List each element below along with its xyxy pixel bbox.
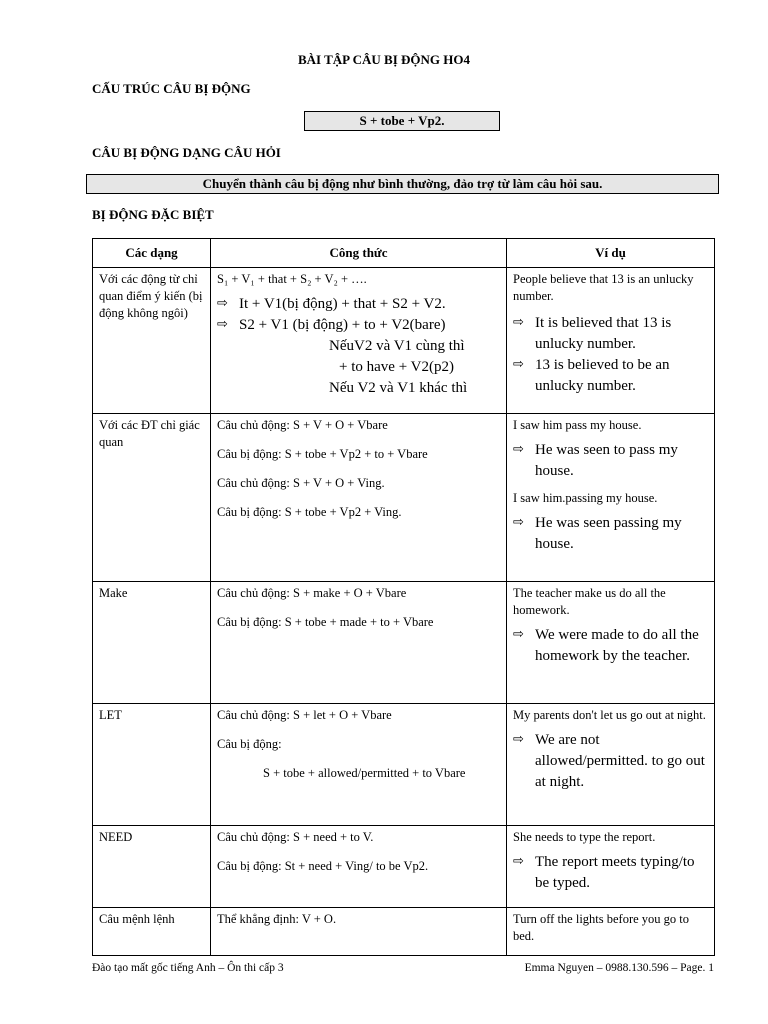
example-answer-text: We are not allowed/permitted. to go out at night.: [535, 731, 705, 790]
arrow-right-icon: ⇨: [513, 513, 524, 529]
arrow-right-icon: ⇨: [513, 440, 524, 456]
table-row: [93, 826, 715, 908]
header-formula: Công thức: [211, 239, 507, 268]
formula-line: Câu chủ động: S + need + to V.: [217, 830, 374, 844]
example-answer: [513, 313, 708, 355]
row-type: Câu mệnh lệnh: [93, 908, 211, 956]
example-sentence: I saw him.passing my house.: [513, 490, 658, 505]
arrow-right-icon: ⇨: [217, 294, 228, 310]
arrow-right-icon: ⇨: [217, 315, 228, 331]
header-example: Ví dụ: [507, 239, 715, 268]
row-formula: [211, 908, 507, 956]
example-sentence: The teacher make us do all the homework.: [513, 586, 666, 617]
formula-line: Câu chủ động: S + make + O + Vbare: [217, 586, 407, 600]
formula-line: Câu chủ động: S + V + O + Ving.: [217, 475, 385, 490]
table-row: [93, 414, 715, 582]
formula-line: Câu bị động: St + need + Ving/ to be Vp2.: [217, 858, 429, 873]
formula-line: Câu bị động: S + tobe + Vp2 + Ving.: [217, 504, 402, 519]
example-answer: [513, 625, 708, 667]
formula-line: Câu chủ động: S + let + O + Vbare: [217, 708, 392, 722]
example-answer-text: 13 is believed to be an unlucky number.: [535, 356, 670, 394]
row-type: Make: [93, 582, 211, 704]
row-formula: [211, 268, 507, 414]
example-answer-text: He was seen passing my house.: [535, 514, 682, 552]
table-row: [93, 704, 715, 826]
special-passive-table: [92, 238, 715, 956]
formula-line: Câu bị động: S + tobe + made + to + Vbare: [217, 614, 434, 629]
arrow-right-icon: ⇨: [513, 852, 524, 868]
example-answer: [513, 355, 708, 397]
arrow-right-icon: ⇨: [513, 313, 524, 329]
row-example: [507, 908, 715, 956]
section-heading-special: BỊ ĐỘNG ĐẶC BIỆT: [92, 207, 214, 222]
example-sentence: People believe that 13 is an unlucky number.: [513, 272, 694, 303]
row-formula: [211, 704, 507, 826]
example-answer: [513, 730, 708, 793]
row-type: Với các ĐT chỉ giác quan: [93, 414, 211, 582]
question-note-box: Chuyển thành câu bị động như bình thường, đảo trợ từ làm câu hỏi sau.: [86, 174, 719, 194]
formula-option-text: It + V1(bị động) + that + S2 + V2.: [239, 295, 446, 312]
row-type: LET: [93, 704, 211, 826]
arrow-right-icon: ⇨: [513, 355, 524, 371]
row-formula: [211, 582, 507, 704]
page-title: BÀI TẬP CÂU BỊ ĐỘNG HO4: [297, 52, 471, 67]
example-answer-text: He was seen to pass my house.: [535, 441, 678, 479]
example-sentence: My parents don't let us go out at night.: [513, 708, 706, 722]
formula-option: [217, 294, 500, 315]
formula-condition: Nếu V2 và V1 khác thì: [329, 379, 468, 396]
header-types: Các dạng: [93, 239, 211, 268]
row-formula: [211, 826, 507, 908]
footer-right: Emma Nguyen – 0988.130.596 – Page. 1: [524, 962, 714, 974]
arrow-right-icon: ⇨: [513, 625, 524, 641]
example-sentence: Turn off the lights before you go to bed.: [513, 912, 690, 943]
formula-condition: NếuV2 và V1 cùng thì: [329, 337, 465, 354]
section-heading-question: CÂU BỊ ĐỘNG DẠNG CÂU HỎI: [92, 145, 281, 160]
example-sentence: She needs to type the report.: [513, 830, 656, 844]
formula-line: Câu bị động: S + tobe + Vp2 + to + Vbare: [217, 446, 428, 461]
example-answer-text: We were made to do all the homework by the teacher.: [535, 626, 699, 664]
table-row: [93, 582, 715, 704]
arrow-right-icon: ⇨: [513, 730, 524, 746]
formula-condition: + to have + V2(p2): [339, 358, 454, 375]
example-answer-text: It is believed that 13 is unlucky number.: [535, 314, 672, 352]
formula-line: Câu bị động:: [217, 736, 282, 751]
row-example: [507, 268, 715, 414]
example-sentence: I saw him pass my house.: [513, 418, 642, 432]
example-answer: [513, 440, 708, 482]
formula-box: S + tobe + Vp2.: [304, 111, 500, 131]
row-formula: [211, 414, 507, 582]
row-type: Với các động từ chỉ quan điểm ý kiến (bị động không ngôi): [93, 268, 211, 414]
formula-option-text: S2 + V1 (bị động) + to + V2(bare): [239, 316, 446, 333]
formula-line: S₁ + V₁ + that + S₂ + V₂ + ….: [217, 272, 367, 286]
table-row: [93, 268, 715, 414]
row-example: [507, 826, 715, 908]
row-example: [507, 704, 715, 826]
example-answer: [513, 513, 708, 555]
formula-option: [217, 315, 500, 336]
row-example: [507, 582, 715, 704]
example-answer: [513, 852, 708, 894]
formula-line: Thể khẳng định: V + O.: [217, 912, 337, 926]
row-type: NEED: [93, 826, 211, 908]
table-row: [93, 908, 715, 956]
section-heading-structure: CẤU TRÚC CÂU BỊ ĐỘNG: [92, 81, 251, 96]
formula-line: Câu chủ động: S + V + O + Vbare: [217, 418, 388, 432]
footer-left: Đào tạo mất gốc tiếng Anh – Ôn thi cấp 3: [92, 962, 284, 974]
formula-line: S + tobe + allowed/permitted + to Vbare: [263, 765, 466, 780]
table-header-row: [93, 239, 715, 268]
example-answer-text: The report meets typing/to be typed.: [535, 853, 695, 891]
row-example: [507, 414, 715, 582]
